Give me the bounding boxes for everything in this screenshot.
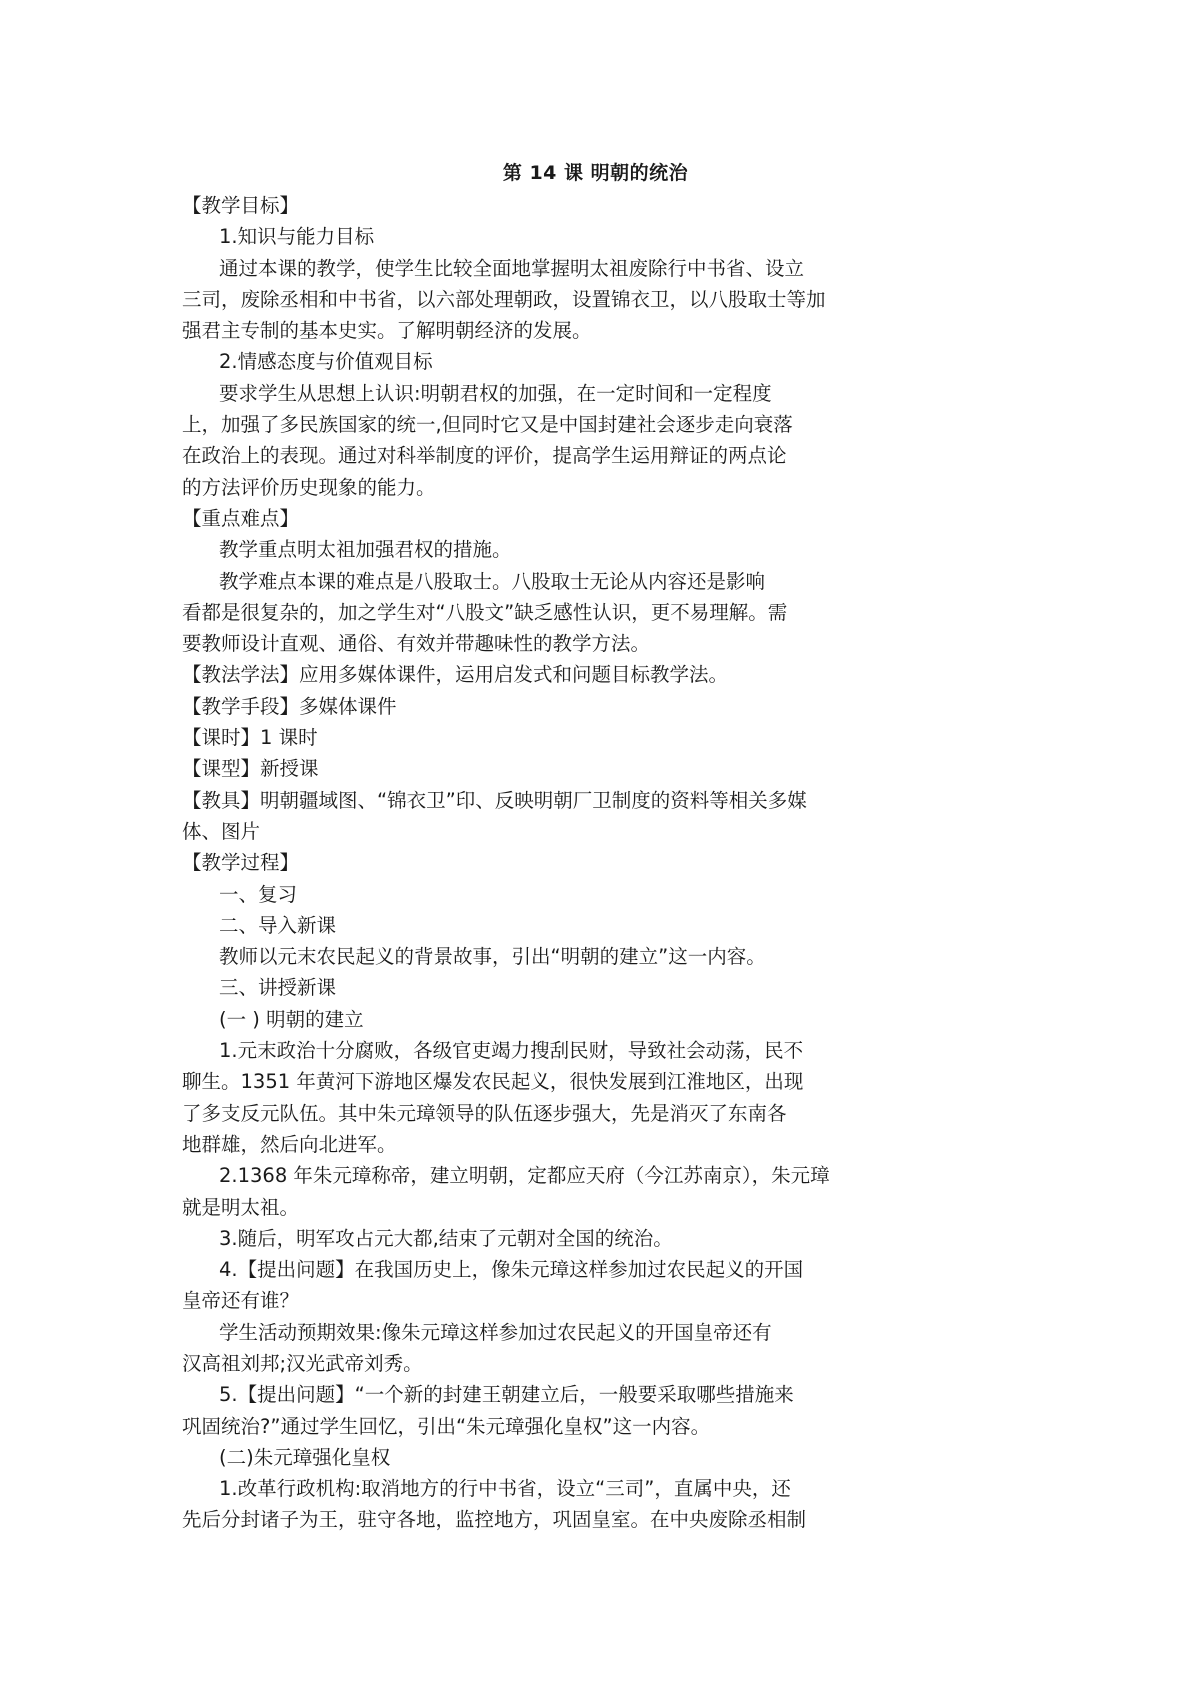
text-line: 学生活动预期效果:像朱元璋这样参加过农民起义的开国皇帝还有	[219, 1320, 772, 1344]
text-line: 2.情感态度与价值观目标	[219, 350, 433, 374]
text-line: 3.随后，明军攻占元大都,结束了元朝对全国的统治。	[219, 1226, 673, 1250]
text-line: 5.【提出问题】“一个新的封建王朝建立后，一般要采取哪些措施来	[219, 1383, 794, 1407]
text-line: 【课型】新授课	[182, 757, 319, 781]
text-line: 教学重点明太祖加强君权的措施。	[219, 538, 512, 562]
text-line: 1.知识与能力目标	[219, 225, 375, 249]
text-line: 教学难点本课的难点是八股取士。八股取士无论从内容还是影响	[219, 569, 766, 593]
text-line: 看都是很复杂的，加之学生对“八股文”缺乏感性认识，更不易理解。需	[182, 600, 788, 624]
text-line: 1.元末政治十分腐败，各级官吏竭力搜刮民财，导致社会动荡，民不	[219, 1039, 804, 1063]
text-line: (一 ) 明朝的建立	[219, 1007, 364, 1031]
text-line: 4.【提出问题】在我国历史上，像朱元璋这样参加过农民起义的开国	[219, 1258, 804, 1282]
text-line: 【教法学法】应用多媒体课件，运用启发式和问题目标教学法。	[182, 663, 729, 687]
text-line: 的方法评价历史现象的能力。	[182, 475, 436, 499]
text-line: 通过本课的教学，使学生比较全面地掌握明太祖废除行中书省、设立	[219, 256, 805, 280]
text-line: 2.1368 年朱元璋称帝，建立明朝，定都应天府（今江苏南京），朱元璋	[219, 1164, 830, 1188]
text-line: (二)朱元璋强化皇权	[219, 1445, 391, 1469]
text-line: 1.改革行政机构:取消地方的行中书省，设立“三司”，直属中央，还	[219, 1477, 791, 1501]
document-body	[182, 190, 882, 1536]
text-line: 二、导入新课	[219, 913, 337, 937]
text-line: 【课时】1 课时	[182, 726, 318, 750]
text-line: 强君主专制的基本史实。了解明朝经济的发展。	[182, 319, 592, 343]
text-line: 【教具】明朝疆域图、“锦衣卫”印、反映明朝厂卫制度的资料等相关多媒	[182, 788, 807, 812]
text-line: 地群雄，然后向北进军。	[182, 1132, 397, 1156]
text-line: 【教学手段】多媒体课件	[182, 694, 397, 718]
text-line: 汉高祖刘邦;汉光武帝刘秀。	[182, 1351, 423, 1375]
text-line: 要教师设计直观、通俗、有效并带趣味性的教学方法。	[182, 632, 651, 656]
text-line: 【教学过程】	[182, 851, 300, 875]
text-line: 就是明太祖。	[182, 1195, 300, 1219]
text-line: 体、图片	[182, 819, 261, 843]
text-line: 【教学目标】	[182, 194, 300, 217]
text-line: 皇帝还有谁？	[182, 1289, 300, 1313]
text-line: 先后分封诸子为王，驻守各地，监控地方，巩固皇室。在中央废除丞相制	[182, 1508, 807, 1532]
text-line: 在政治上的表现。通过对科举制度的评价，提高学生运用辩证的两点论	[182, 444, 787, 468]
text-line: 【重点难点】	[182, 506, 300, 530]
text-line: 上，加强了多民族国家的统一,但同时它又是中国封建社会逐步走向衰落	[182, 413, 793, 437]
text-line: 教师以元末农民起义的背景故事，引出“明朝的建立”这一内容。	[219, 945, 766, 969]
text-line: 巩固统治?”通过学生回忆，引出“朱元璋强化皇权”这一内容。	[182, 1414, 711, 1438]
text-line: 聊生。1351 年黄河下游地区爆发农民起义，很快发展到江淮地区，出现	[182, 1070, 804, 1094]
text-line: 三司，废除丞相和中书省，以六部处理朝政，设置锦衣卫，以八股取士等加	[182, 287, 826, 311]
text-line: 三、讲授新课	[219, 976, 337, 1000]
text-line: 要求学生从思想上认识:明朝君权的加强，在一定时间和一定程度	[219, 381, 772, 405]
lesson-title: 第 14 课 明朝的统治	[502, 162, 689, 184]
text-line: 一、复习	[219, 882, 298, 906]
text-line: 了多支反元队伍。其中朱元璋领导的队伍逐步强大，先是消灭了东南各	[182, 1101, 787, 1125]
